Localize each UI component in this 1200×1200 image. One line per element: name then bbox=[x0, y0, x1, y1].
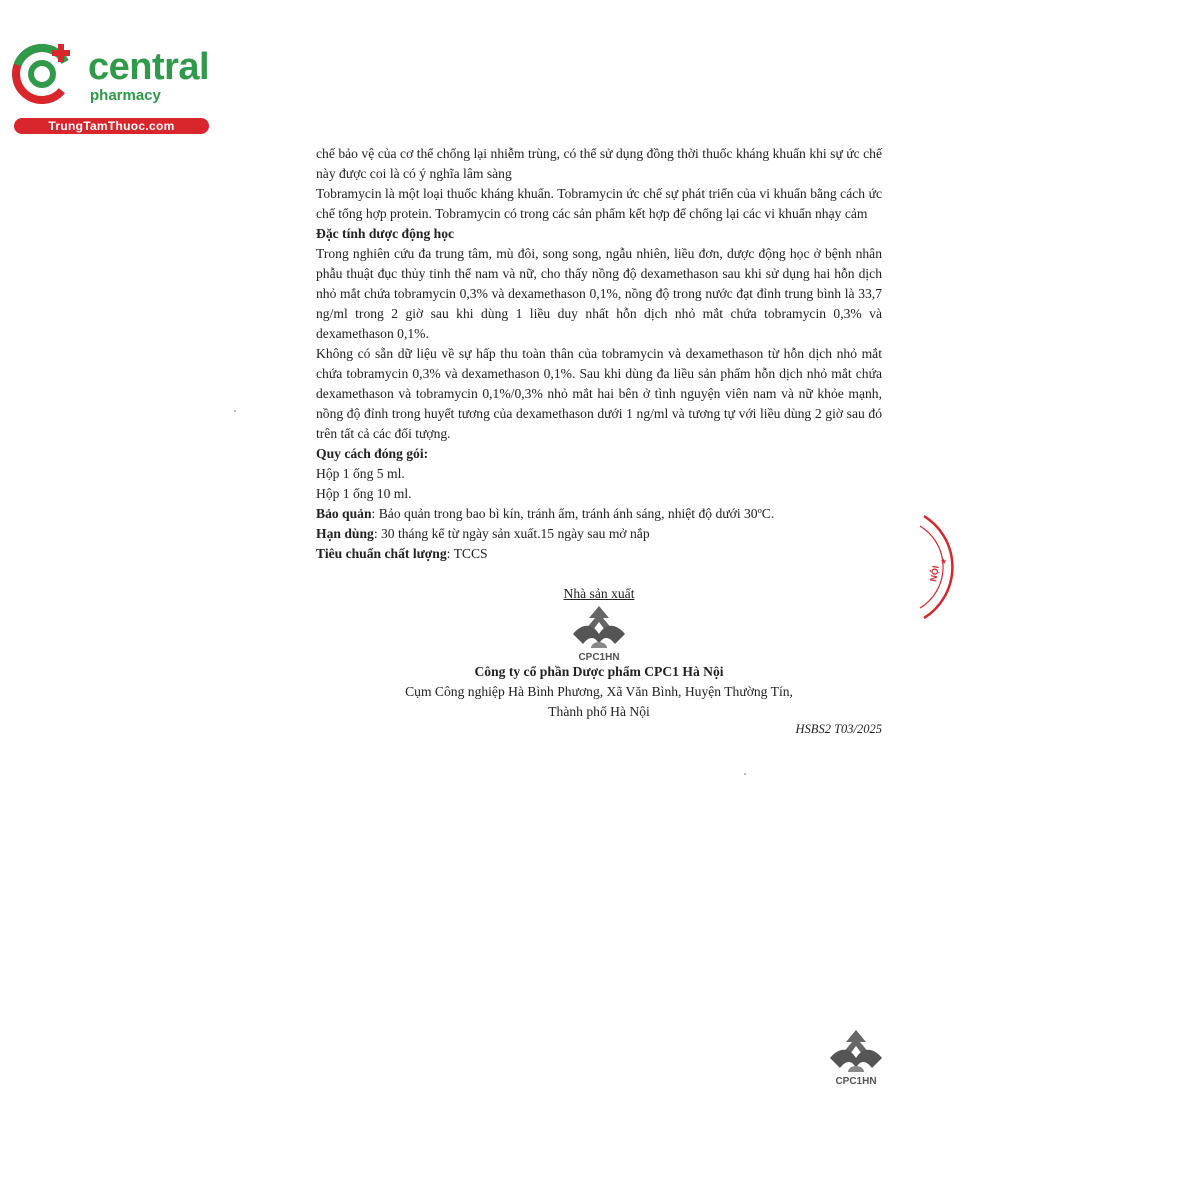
red-stamp bbox=[918, 512, 958, 622]
central-pharmacy-logo-icon bbox=[10, 38, 80, 108]
expiry-line bbox=[316, 524, 882, 544]
standard-line bbox=[316, 544, 882, 564]
cpc1hn-logo-text: CPC1HN bbox=[835, 1076, 877, 1086]
brand-subtitle: pharmacy bbox=[90, 87, 161, 104]
brand-name: central bbox=[88, 46, 210, 88]
stamp-star-icon: ★ bbox=[940, 557, 948, 566]
storage-text: : Bảo quản trong bao bì kín, tránh ẩm, tránh ánh sáng, nhiệt độ dưới 30ºC. bbox=[371, 506, 775, 521]
stamp-text: NỘI bbox=[928, 564, 941, 583]
expiry-label: Hạn dùng bbox=[316, 526, 374, 541]
cpc1hn-logo-text: CPC1HN bbox=[578, 652, 620, 662]
storage-line bbox=[316, 504, 882, 524]
manufacturer-title: Nhà sản xuất bbox=[563, 586, 635, 601]
storage-label: Bảo quản bbox=[316, 506, 372, 521]
paragraph: Trong nghiên cứu đa trung tâm, mù đôi, song song, ngẫu nhiên, liều đơn, dược động học ở bệnh nhân phẫu thuật đục thủy tinh thể nam và nữ, cho thấy nồng độ dexamethason sau khi sử dụng hai hỗn dịch nhỏ mắt chứa tobramycin 0,3% và dexamethason 0,1%, nồng độ trong nước đạt đỉnh trung bình là 33,7 ng/ml trong 2 giờ sau khi dùng 1 liều duy nhất hỗn dịch nhỏ mắt chứa tobramycin 0,3% và dexamethason 0,1%. bbox=[316, 246, 882, 341]
standard-label: Tiêu chuẩn chất lượng bbox=[316, 546, 447, 561]
brand-site: TrungTamThuoc.com bbox=[14, 118, 209, 134]
expiry-text: : 30 tháng kể từ ngày sản xuất.15 ngày sau mở nắp bbox=[373, 526, 650, 541]
document-body bbox=[316, 144, 882, 564]
paragraph: chế bảo vệ của cơ thể chống lại nhiễm trùng, có thể sử dụng đồng thời thuốc kháng khuẩn khi sự ức chế này được coi là có ý nghĩa lâm sàng bbox=[316, 146, 882, 181]
paragraph: Tobramycin là một loại thuốc kháng khuẩn. Tobramycin ức chế sự phát triển của vi khuẩn bằng cách ức chế tổng hợp protein. Tobramycin có trong các sản phẩm kết hợp để chống lại các vi khuẩn nhạy cảm bbox=[316, 186, 882, 221]
cpc1hn-logo-icon bbox=[569, 604, 629, 662]
scan-speck bbox=[234, 410, 236, 412]
company-address-line1: Cụm Công nghiệp Hà Bình Phương, Xã Văn Bình, Huyện Thường Tín, bbox=[405, 684, 793, 699]
cpc1hn-logo-icon bbox=[826, 1028, 886, 1086]
section-heading: Đặc tính dược động học bbox=[316, 226, 455, 241]
scan-speck bbox=[744, 773, 746, 775]
standard-text: : TCCS bbox=[446, 546, 488, 561]
company-address-line2: Thành phố Hà Nội bbox=[548, 704, 650, 719]
paragraph: Không có sẵn dữ liệu về sự hấp thu toàn thân của tobramycin và dexamethason từ hỗn dịch nhỏ mắt chứa tobramycin 0,3% và dexamethason 0,1%. Sau khi dùng đa liều sản phẩm hỗn dịch nhỏ mắt chứa dexamethason và tobramycin 0,1%/0,3% nhỏ mắt hai bên ở tình nguyện viên nam và nữ khỏe mạnh, nồng độ đỉnh trong huyết tương của dexamethason dưới 1 ng/ml và tương tự với liều dùng 2 giờ sau đó trên tất cả các đối tượng. bbox=[316, 346, 882, 441]
company-name: Công ty cổ phần Dược phẩm CPC1 Hà Nội bbox=[474, 664, 724, 679]
section-heading: Quy cách đóng gói: bbox=[316, 446, 429, 461]
document-code: HSBS2 T03/2025 bbox=[795, 722, 882, 736]
packaging-item: Hộp 1 ống 10 ml. bbox=[316, 486, 412, 501]
packaging-item: Hộp 1 ống 5 ml. bbox=[316, 466, 405, 481]
